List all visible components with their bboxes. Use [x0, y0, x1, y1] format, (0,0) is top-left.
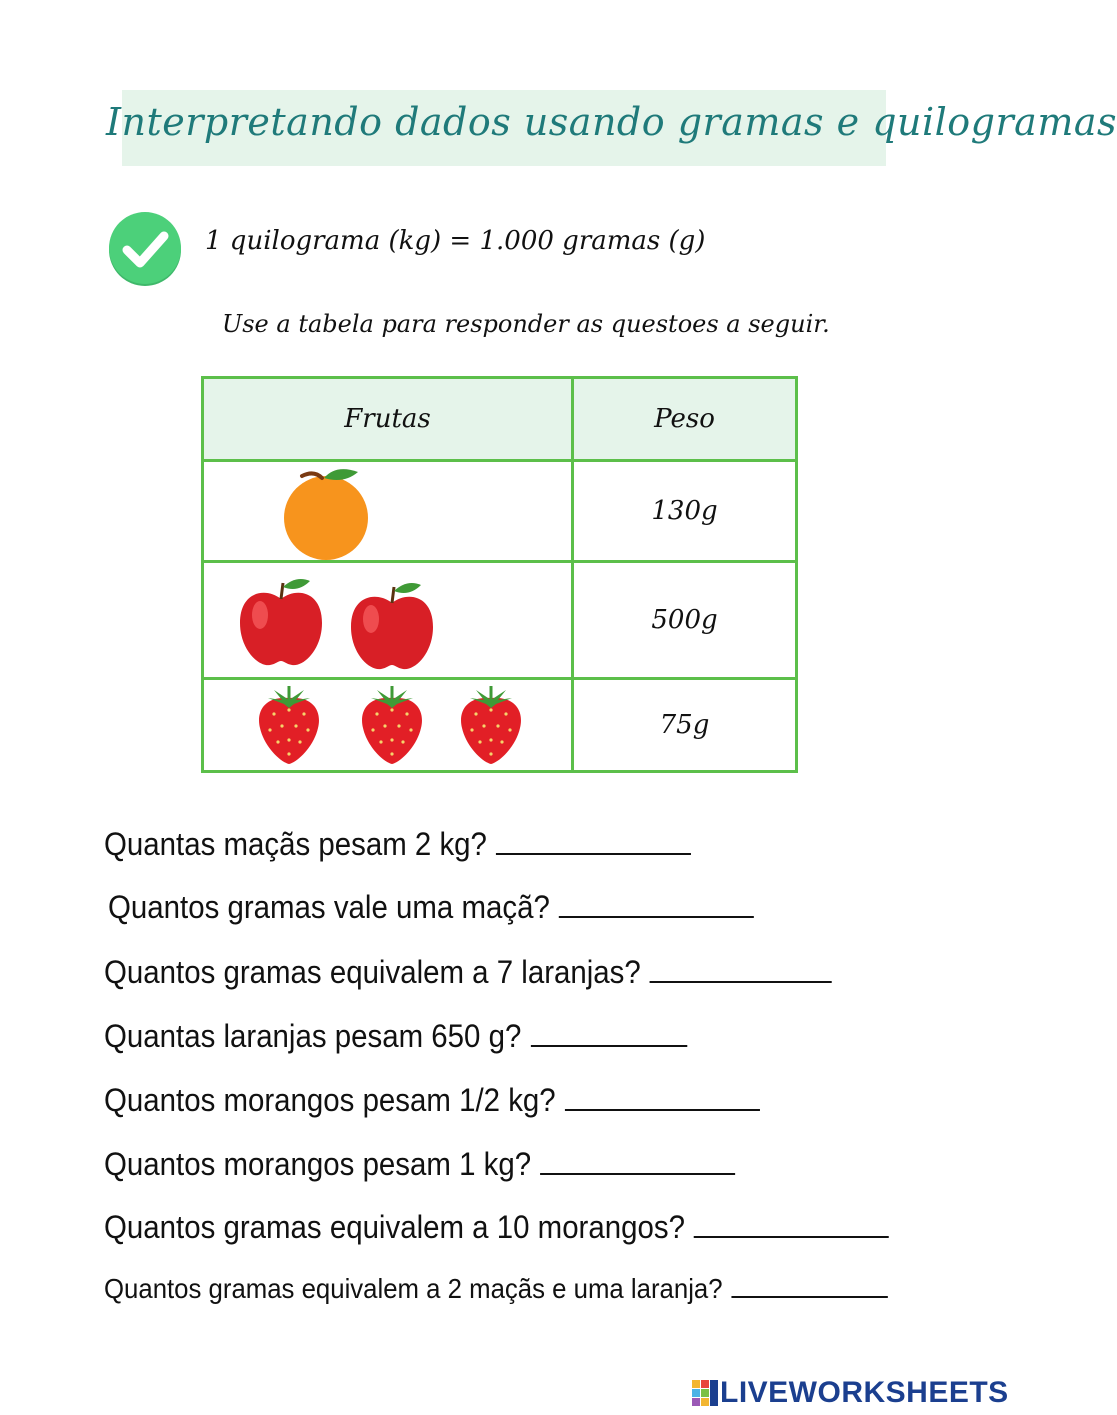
table-header-row	[203, 378, 797, 461]
instruction-text: Use a tabela para responder as questoes a seguir.	[222, 310, 830, 338]
answer-blank[interactable]	[496, 852, 691, 855]
question-8	[104, 1273, 888, 1305]
fruit-cell	[203, 562, 573, 679]
question-text: Quantas maçãs pesam 2 kg?	[104, 826, 487, 862]
fruit-weight-table	[201, 376, 798, 773]
apple-icon	[347, 577, 437, 673]
apple-icon	[236, 573, 326, 669]
question-5	[104, 1082, 760, 1119]
weight-cell: 75g	[573, 679, 797, 772]
question-text: Quantos morangos pesam 1 kg?	[104, 1146, 532, 1182]
question-3	[104, 954, 832, 991]
fruit-cell	[203, 461, 573, 562]
answer-blank[interactable]	[694, 1235, 889, 1238]
fruit-cell	[203, 679, 573, 772]
liveworksheets-logo-icon	[692, 1380, 718, 1406]
question-6	[104, 1146, 735, 1183]
question-4	[104, 1018, 687, 1055]
question-text: Quantos gramas equivalem a 7 laranjas?	[104, 954, 641, 990]
strawberry-icon	[456, 682, 526, 766]
answer-blank[interactable]	[565, 1108, 760, 1111]
check-icon	[106, 210, 184, 288]
question-2	[108, 889, 754, 926]
weight-cell: 130g	[573, 461, 797, 562]
question-text: Quantos gramas vale uma maçã?	[108, 889, 550, 925]
header-peso: Peso	[573, 378, 797, 461]
table-row	[203, 679, 797, 772]
question-7	[104, 1209, 889, 1246]
question-text: Quantos morangos pesam 1/2 kg?	[104, 1082, 556, 1118]
question-text: Quantos gramas equivalem a 10 morangos?	[104, 1209, 685, 1245]
table-row	[203, 461, 797, 562]
header-frutas: Frutas	[203, 378, 573, 461]
question-text: Quantas laranjas pesam 650 g?	[104, 1018, 522, 1054]
answer-blank[interactable]	[531, 1044, 687, 1047]
table-row	[203, 562, 797, 679]
brand-text: LIVEWORKSHEETS	[720, 1376, 1009, 1409]
question-1	[104, 826, 691, 863]
answer-blank[interactable]	[732, 1295, 888, 1298]
orange-icon	[274, 466, 374, 562]
answer-blank[interactable]	[559, 915, 754, 918]
conversion-note: 1 quilograma (kg) = 1.000 gramas (g)	[205, 226, 706, 256]
liveworksheets-brand	[692, 1376, 1009, 1410]
answer-blank[interactable]	[650, 980, 832, 983]
page-title: Interpretando dados usando gramas e quilogramas	[106, 100, 1117, 144]
strawberry-icon	[357, 682, 427, 766]
question-text: Quantos gramas equivalem a 2 maçãs e uma laranja?	[104, 1273, 723, 1304]
strawberry-icon	[254, 682, 324, 766]
answer-blank[interactable]	[540, 1172, 735, 1175]
weight-cell: 500g	[573, 562, 797, 679]
